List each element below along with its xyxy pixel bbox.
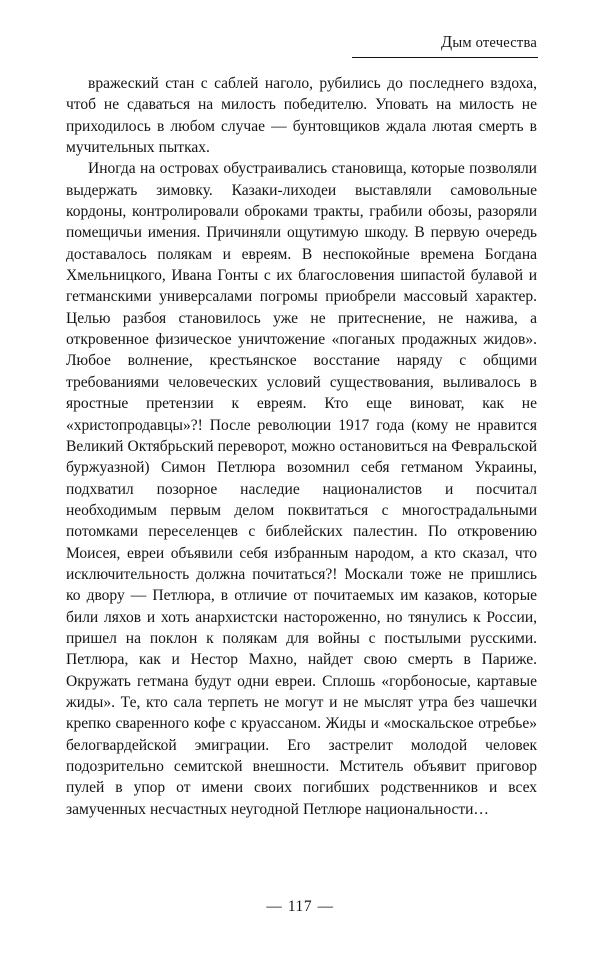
page-folio xyxy=(0,898,600,916)
header-rule-divider xyxy=(352,57,538,58)
folio-page-number: 117 xyxy=(287,898,313,915)
running-header-title xyxy=(66,33,537,52)
folio-dash-left: — xyxy=(266,898,283,915)
folio-dash-right: — xyxy=(317,898,334,915)
paragraph-2: Иногда на островах обустраивались становища, которые позволяли выдержать зимовку. Казаки-лиходеи выставляли самовольные кордоны, контролировали оброками тракты, грабили обозы, разоряли помещичьи имения. Причиняли ощутимую шкоду. В первую очередь доставалось полякам и евреям. В неспокойные времена Богдана Хмельницкого, Ивана Гонты с их благословения шипастой булавой и гетманскими универсалами погромы приобрели массовый характер. Целью разбоя становилось уже не притеснение, не нажива, а откровенное физическое уничтожение «поганых продажных жидов». Любое волнение, крестьянское восстание наряду с общими требованиями человеческих условий существования, выливалось в яростные претензии к евреям. Кто еще виноват, как не «христопродавцы»?! После революции 1917 года (кому не нравится Великий Октябрьский переворот, можно остановиться на Февральской буржуазной) Симон Петлюра возомнил себя гетманом Украины, подхватил позорное наследие националистов и посчитал необходимым первым делом поквитаться с многострадальными потомками переселенцев с библейских палестин. По откровению Моисея, евреи объявили себя избранным народом, а кто сказал, что исключительность должна почитаться?! Москали тоже не пришлись ко двору — Петлюра, в отличие от почитаемых им казаков, которые били ляхов и хоть анархистски настороженно, но тянулись к России, пришел на поклон к полякам для войны с постылыми русскими. Петлюра, как и Нестор Махно, найдет свою смерть в Париже. Окружать гетмана будут одни евреи. Сплошь «горбоносые, картавые жиды». Те, кто сала терпеть не могут и не мыслят утра без чашечки крепко сваренного кофе с круассаном. Жиды и «москальское отребье» белогвардейской эмиграции. Его застрелит молодой человек подозрительно семитской внешности. Мститель объявит приговор пулей в упор от имени своих погибших родственников и всех замученных несчастных неугодной Петлюре национальности… xyxy=(66,160,537,818)
paragraph-1: вражеский стан с саблей наголо, рубились до последнего вздоха, чтоб не сдаваться на милость победителю. Уповать на милость не приходилось в любом случае — бунтовщиков ждала лютая смерть в мучительных пытках. xyxy=(66,75,537,157)
body-text-block xyxy=(66,73,537,820)
running-header-initial: Д xyxy=(440,32,453,51)
running-header-rest: ым отечества xyxy=(452,35,537,51)
